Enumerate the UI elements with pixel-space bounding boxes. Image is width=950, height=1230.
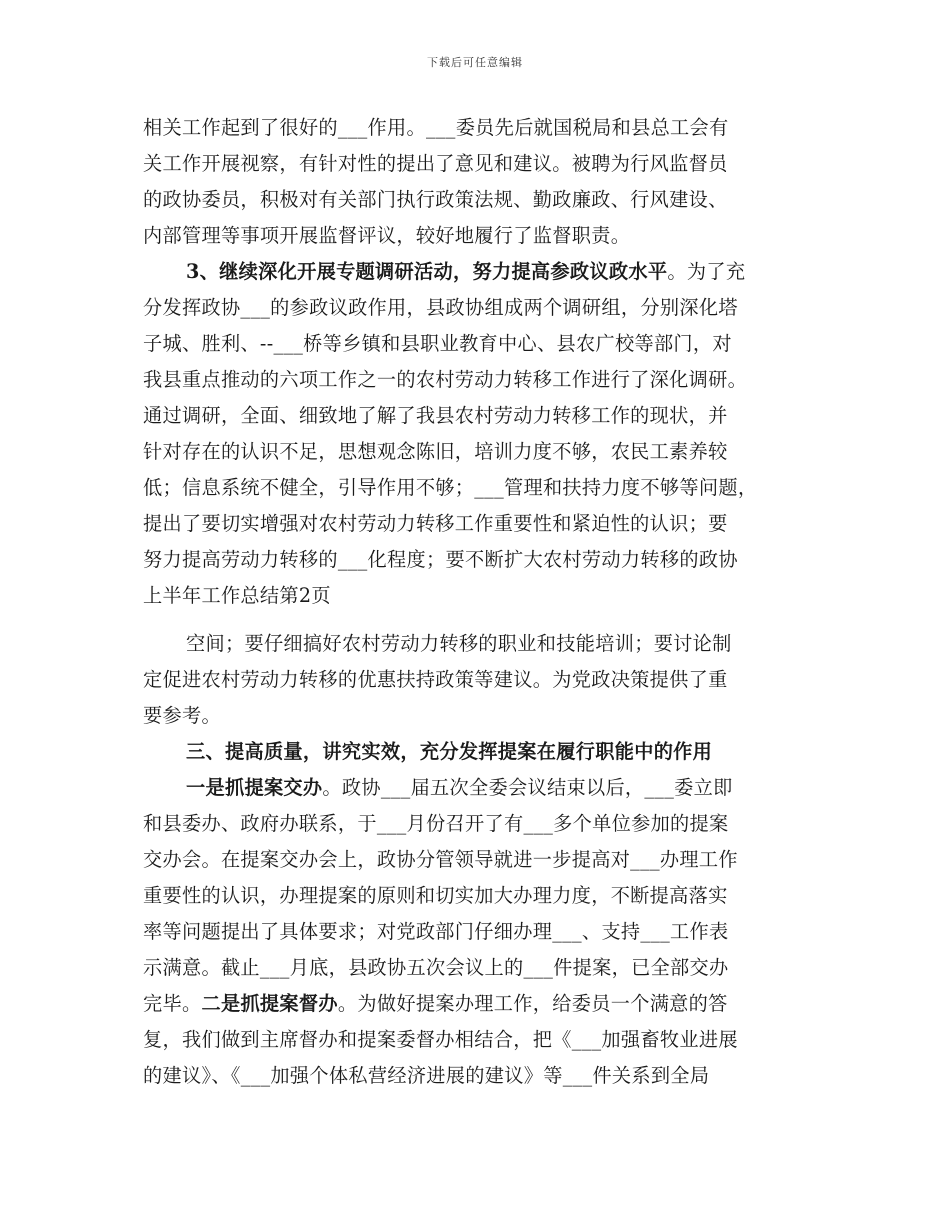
text-line bbox=[143, 704, 221, 728]
text-run: 交办会。在提案交办会上，政协分管领导就进一步提高对___办理工作 bbox=[143, 848, 738, 871]
text-line bbox=[186, 776, 733, 800]
text-run: 内部管理等事项开展监督评议，较好地履行了监督职责。 bbox=[143, 224, 631, 247]
text-run: 分发挥政协___的参政议政作用，县政协组成两个调研组，分别深化塔 bbox=[143, 296, 738, 319]
text-line bbox=[186, 740, 712, 764]
text-line bbox=[143, 224, 630, 248]
text-run: 的政协委员，积极对有关部门执行政策法规、勤政廉政、行风建设、 bbox=[143, 188, 728, 211]
text-line bbox=[143, 188, 728, 212]
page-header-note: 下载后可任意编辑 bbox=[427, 56, 523, 69]
text-run: 要参考。 bbox=[143, 704, 221, 727]
text-line bbox=[143, 512, 728, 536]
text-run: 定促进农村劳动力转移的优惠扶持政策等建议。为党政决策提供了重 bbox=[143, 668, 728, 691]
text-run: 针对存在的认识不足，思想观念陈旧，培训力度不够，农民工素养较 bbox=[143, 440, 728, 463]
text-line bbox=[143, 368, 747, 392]
text-line bbox=[143, 584, 331, 608]
text-line bbox=[143, 152, 728, 176]
text-line bbox=[143, 1064, 709, 1088]
text-run: 率等问题提出了具体要求；对党政部门仔细办理___、支持___工作表 bbox=[143, 920, 729, 943]
text-line bbox=[143, 332, 732, 356]
text-run: 重要性的认识，办理提案的原则和切实加大办理力度，不断提高落实 bbox=[143, 884, 728, 907]
text-run: 子城、胜利、--___桥等乡镇和县职业教育中心、县农广校等部门，对 bbox=[143, 332, 732, 355]
text-run: 完毕。 bbox=[143, 992, 202, 1015]
text-run: 提出了要切实增强对农村劳动力转移工作重要性和紧迫性的认识；要 bbox=[143, 512, 728, 535]
text-run: 相关工作起到了很好的___作用。___委员先后就国税局和县总工会有 bbox=[143, 116, 729, 139]
bold-text-run: 3、继续深化开展专题调研活动，努力提高参政议政水平 bbox=[186, 260, 668, 283]
text-run: 。为了充 bbox=[667, 260, 746, 283]
text-run: 示满意。截止___月底，县政协五次会议上的___件提案，已全部交办 bbox=[143, 956, 729, 979]
text-run: 通过调研，全面、细致地了解了我县农村劳动力转移工作的现状，并 bbox=[143, 404, 728, 427]
text-run: 努力提高劳动力转移的___化程度；要不断扩大农村劳动力转移的政协 bbox=[143, 548, 738, 571]
text-run: 低；信息系统不健全，引导作用不够；___管理和扶持力度不够等问题， bbox=[143, 476, 758, 499]
text-run: 我县重点推动的六项工作之一的农村劳动力转移工作进行了深化调研。 bbox=[143, 368, 748, 391]
text-line bbox=[143, 848, 738, 872]
bold-text-run: 三、提高质量，讲究实效，充分发挥提案在履行职能中的作用 bbox=[186, 740, 713, 763]
text-run: 。政协___届五次全委会议结束以后，___委立即 bbox=[322, 776, 733, 799]
text-run: 的建议》、《___加强个体私营经济进展的建议》等___件关系到全局 bbox=[143, 1064, 710, 1087]
text-run: 和县委办、政府办联系，于___月份召开了有___多个单位参加的提案 bbox=[143, 812, 729, 835]
text-run: 。为做好提案办理工作，给委员一个满意的答 bbox=[337, 992, 728, 1015]
text-line bbox=[143, 920, 729, 944]
bold-text-run: 一是抓提案交办 bbox=[186, 776, 323, 799]
text-line bbox=[143, 404, 728, 428]
text-line bbox=[143, 1028, 738, 1052]
text-run: 空间；要仔细搞好农村劳动力转移的职业和技能培训；要讨论制 bbox=[186, 632, 732, 655]
text-line bbox=[143, 668, 728, 692]
text-run: 上半年工作总结第2页 bbox=[143, 584, 331, 607]
text-line bbox=[143, 476, 757, 500]
text-line bbox=[143, 548, 738, 572]
text-line bbox=[186, 260, 745, 284]
text-line bbox=[143, 956, 729, 980]
text-line bbox=[143, 884, 728, 908]
bold-text-run: 二是抓提案督办 bbox=[201, 992, 338, 1015]
text-line bbox=[143, 992, 728, 1016]
text-run: 关工作开展视察，有针对性的提出了意见和建议。被聘为行风监督员 bbox=[143, 152, 728, 175]
text-line bbox=[143, 116, 729, 140]
text-line bbox=[143, 812, 729, 836]
text-run: 复，我们做到主席督办和提案委督办相结合，把《___加强畜牧业进展 bbox=[143, 1028, 738, 1051]
text-line bbox=[143, 296, 738, 320]
text-line bbox=[186, 632, 732, 656]
text-line bbox=[143, 440, 728, 464]
